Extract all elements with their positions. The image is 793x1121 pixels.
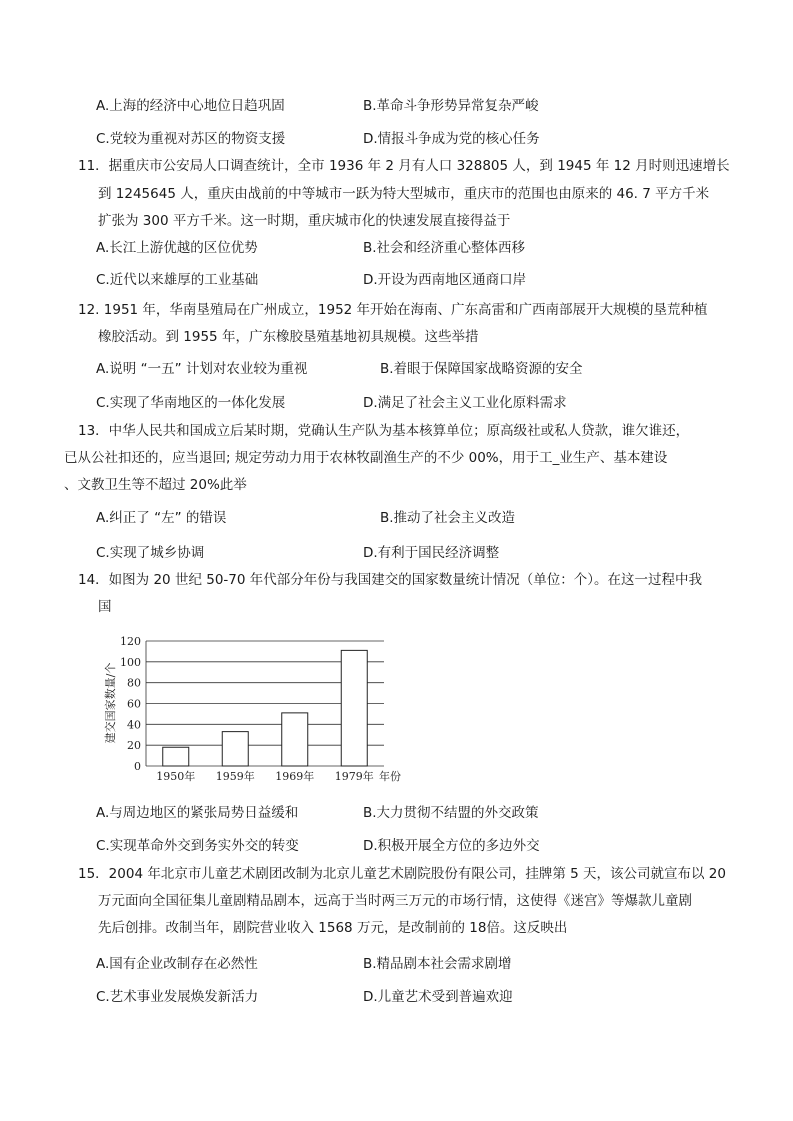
q15-stem-line-3: 先后创排。改制当年，剧院营业收入 1568 万元，是改制前的 18倍。这反映出: [98, 920, 568, 936]
chart-y-tick-label: 20: [127, 739, 141, 753]
q12-stem-line-1: 12. 1951 年，华南垦殖局在广州成立，1952 年开始在海南、广东高雷和广西南部展开大规模的垦荒种植: [78, 302, 708, 318]
chart-x-tick-label: 1950年: [156, 770, 196, 783]
chart-x-tick-label: 1959年: [215, 770, 255, 783]
q11-stem-line-1: 11．据重庆市公安局人口调查统计，全市 1936 年 2 月有人口 328805 人，到 1945 年 12 月时则迅速增长: [78, 158, 730, 174]
chart-x-axis-label: 年份: [379, 770, 401, 783]
chart-y-ticks: [120, 635, 141, 773]
chart-y-tick-label: 120: [120, 635, 141, 648]
q13-option-b: B.推动了社会主义改造: [380, 510, 516, 526]
q15-stem-line-1: 15．2004 年北京市儿童艺术剧团改制为北京儿童艺术剧院股份有限公司，挂牌第 5 天，该公司就宣布以 20: [78, 866, 726, 882]
q11-option-b: B.社会和经济重心整体西移: [363, 240, 526, 256]
chart-y-tick-label: 60: [127, 697, 141, 711]
q11-option-a: A.长江上游优越的区位优势: [96, 240, 258, 256]
q15-stem-line-2: 万元面向全国征集儿童剧精品剧本，远高于当时两三万元的市场行情，这使得《迷宫》等爆款儿童剧: [98, 893, 692, 909]
chart-x-tick-label: 1979年: [334, 770, 374, 783]
chart-y-tick-label: 80: [127, 676, 141, 690]
q11-option-d: D.开设为西南地区通商口岸: [363, 272, 527, 288]
chart-bar: [222, 732, 248, 766]
q14-stem-line-1: 14．如图为 20 世纪 50-70 年代部分年份与我国建交的国家数量统计情况（单位：个）。在这一过程中我: [78, 572, 702, 588]
q12-option-b: B.着眼于保障国家战略资源的安全: [380, 361, 583, 377]
q12-option-d: D.满足了社会主义工业化原料需求: [363, 395, 567, 411]
q13-option-d: D.有利于国民经济调整: [363, 545, 500, 561]
q15-option-c: C.艺术事业发展焕发新活力: [96, 989, 259, 1005]
chart-bar: [163, 747, 189, 766]
q13-stem-line-3: 、文教卫生等不超过 20%此举: [64, 477, 247, 493]
q14-option-c: C.实现革命外交到务实外交的转变: [96, 838, 299, 854]
chart-y-tick-label: 40: [127, 718, 141, 732]
chart-y-tick-label: 0: [134, 760, 141, 773]
chart-bars: [163, 650, 368, 766]
chart-bar: [341, 650, 367, 766]
chart-y-axis-label: 建交国家数量/个: [104, 662, 117, 744]
q10-option-a: A.上海的经济中心地位日趋巩固: [96, 98, 285, 114]
chart-y-tick-label: 100: [120, 655, 141, 669]
chart-x-tick-label: 1969年: [275, 770, 315, 783]
q10-option-d: D.情报斗争成为党的核心任务: [363, 131, 540, 147]
q14-option-a: A.与周边地区的紧张局势日益缓和: [96, 805, 299, 821]
q10-option-b: B.革命斗争形势异常复杂严峻: [363, 98, 539, 114]
q13-stem-line-2: 已从公社扣还的，应当退回; 规定劳动力用于农林牧副渔生产的不少 00%，用于工_业生产、基本建设: [64, 450, 668, 466]
q14-stem-line-2: 国: [98, 599, 112, 615]
diplomatic-relations-bar-chart: [100, 630, 410, 790]
q10-option-c: C.党较为重视对苏区的物资支援: [96, 131, 286, 147]
q11-option-c: C.近代以来雄厚的工业基础: [96, 272, 259, 288]
chart-x-ticks: [156, 769, 374, 783]
q15-option-d: D.儿童艺术受到普遍欢迎: [363, 989, 513, 1005]
q12-option-a: A.说明 “一五” 计划对农业较为重视: [96, 361, 308, 377]
q13-option-c: C.实现了城乡协调: [96, 545, 205, 561]
q14-option-b: B.大力贯彻不结盟的外交政策: [363, 805, 539, 821]
q14-option-d: D.积极开展全方位的多边外交: [363, 838, 540, 854]
q11-stem-line-2: 到 1245645 人，重庆由战前的中等城市一跃为特大型城市，重庆市的范围也由原来的 46. 7 平方千米: [98, 186, 710, 202]
q13-option-a: A.纠正了 “左” 的错误: [96, 510, 227, 526]
chart-svg: [100, 630, 410, 790]
q15-option-a: A.国有企业改制存在必然性: [96, 956, 258, 972]
q15-option-b: B.精品剧本社会需求剧增: [363, 956, 512, 972]
q11-stem-line-3: 扩张为 300 平方千米。这一时期，重庆城市化的快速发展直接得益于: [98, 213, 511, 229]
q13-stem-line-1: 13．中华人民共和国成立后某时期，党确认生产队为基本核算单位；原高级社或私人贷款，谁欠谁还，: [78, 423, 690, 439]
q12-stem-line-2: 橡胶活动。到 1955 年，广东橡胶垦殖基地初具规模。这些举措: [98, 329, 479, 345]
q12-option-c: C.实现了华南地区的一体化发展: [96, 395, 286, 411]
chart-bar: [282, 713, 308, 766]
